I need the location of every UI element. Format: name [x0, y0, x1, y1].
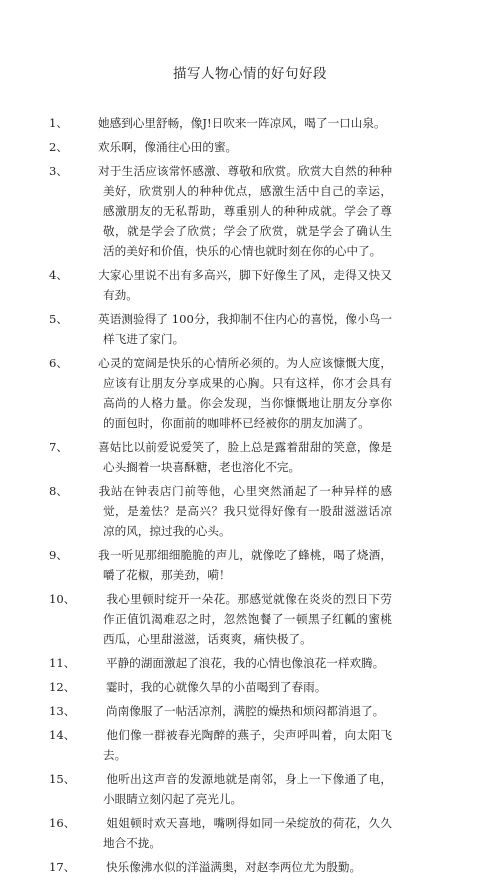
paragraph	[0, 701, 500, 721]
paragraph	[0, 769, 500, 809]
paragraph-text: 我站在钟表店门前等他，心里突然涌起了一种异样的感觉，是羞怯？是高兴？我只觉得好像有一股甜滋滋话凉凉的风，掠过我的心头。	[98, 484, 392, 538]
paragraph-number: 5、	[49, 312, 68, 326]
paragraph-text: 快乐像沸水似的洋溢满奥，对赵李两位尤为殷勤。	[106, 860, 362, 874]
paragraph-number: 13、	[49, 704, 76, 718]
paragraph-number: 14、	[49, 728, 76, 742]
paragraph-text: 心灵的宽阔是快乐的心情所必须的。为人应该慷慨大度，应该有让朋友分享成果的心胸。只有这样，你才会具有高尚的人格力量。你会发现，当你慷慨地让朋友分享你的面包时，你面前的咖啡杯已经被你的朋友加满了。	[98, 356, 392, 430]
paragraph	[0, 265, 500, 305]
paragraph-text: 对于生活应该常怀感激、尊敬和欣赏。欣赏大自然的种种美好，欣赏别人的种种优点，感激生活中自己的幸运，感激朋友的无私帮助，尊重别人的种种成就。学会了尊敬，就是学会了欣赏；学会了欣赏，就是学会了确认生活的美好和价值，快乐的心情也就时刻在你的心中了。	[98, 164, 392, 258]
paragraph	[0, 309, 500, 349]
paragraph-number: 16、	[49, 816, 76, 830]
paragraph-number: 8、	[49, 484, 68, 498]
paragraph-text: 她感到心里舒畅，像J!日吹来一阵凉风，喝了一口山泉。	[98, 116, 386, 130]
paragraph	[0, 677, 500, 697]
paragraph-number: 6、	[49, 356, 68, 370]
paragraph	[0, 725, 500, 765]
paragraph-number: 11、	[49, 656, 76, 670]
paragraph-number: 15、	[49, 772, 76, 786]
document-body	[0, 113, 500, 881]
paragraph	[0, 857, 500, 877]
paragraph-number: 2、	[49, 140, 68, 154]
paragraph-text: 姐姐顿时欢天喜地，嘴咧得如同一朵绽放的荷花，久久地合不拢。	[103, 816, 392, 850]
paragraph-number: 4、	[49, 268, 68, 282]
paragraph-text: 喜姑比以前爱说爱笑了，脸上总是露着甜甜的笑意，像是心头搁着一块喜酥糖，老也溶化不完。	[98, 440, 392, 474]
document-title: 描写人物心情的好句好段	[173, 66, 327, 82]
paragraph-number: 9、	[49, 548, 68, 562]
paragraph-number: 7、	[49, 440, 68, 454]
paragraph-text: 他听出这声音的发源地就是南邻，身上一下像通了电，小眼睛立刻闪起了亮光儿。	[103, 772, 392, 806]
paragraph-text: 我一听见那细细脆脆的声儿，就像吃了蜂桃，喝了烧酒，嚼了花椒，那美劲，嗬！	[98, 548, 392, 582]
paragraph	[0, 653, 500, 673]
paragraph-text: 欢乐啊，像涌往心田的蜜。	[98, 140, 238, 154]
paragraph-text: 霎时，我的心就像久旱的小苗喝到了春雨。	[106, 680, 327, 694]
paragraph	[0, 813, 500, 853]
paragraph-number: 17、	[49, 860, 76, 874]
paragraph-text: 他们像一群被春光陶醉的燕子，尖声呼叫着，向太阳飞去。	[103, 728, 392, 762]
paragraph-text: 平静的湖面激起了浪花，我的心情也像浪花一样欢腾。	[106, 656, 385, 670]
paragraph-text: 我心里顿时绽开一朵花。那感觉就像在炎炎的烈日下劳作正值饥渴难忍之时，忽然饱餐了一顿黑子红瓤的蜜桃西瓜，心里甜滋滋，话爽爽，痛快极了。	[103, 592, 392, 646]
paragraph	[0, 137, 500, 157]
paragraph-text: 英语测验得了 100分，我抑制不住内心的喜悦，像小鸟一样飞进了家门。	[98, 312, 392, 346]
paragraph	[0, 113, 500, 133]
paragraph-number: 1、	[49, 116, 68, 130]
paragraph	[0, 353, 500, 433]
paragraph-number: 10、	[49, 592, 76, 606]
paragraph-text: 大家心里说不出有多高兴，脚下好像生了风，走得又快又有劲。	[98, 268, 392, 302]
paragraph	[0, 161, 500, 261]
paragraph	[0, 437, 500, 477]
paragraph	[0, 481, 500, 541]
paragraph-number: 12、	[49, 680, 76, 694]
paragraph	[0, 589, 500, 649]
paragraph	[0, 545, 500, 585]
paragraph-number: 3、	[49, 164, 68, 178]
paragraph-text: 尚南像服了一帖活凉剂，满腔的燥热和烦闷都消退了。	[106, 704, 385, 718]
